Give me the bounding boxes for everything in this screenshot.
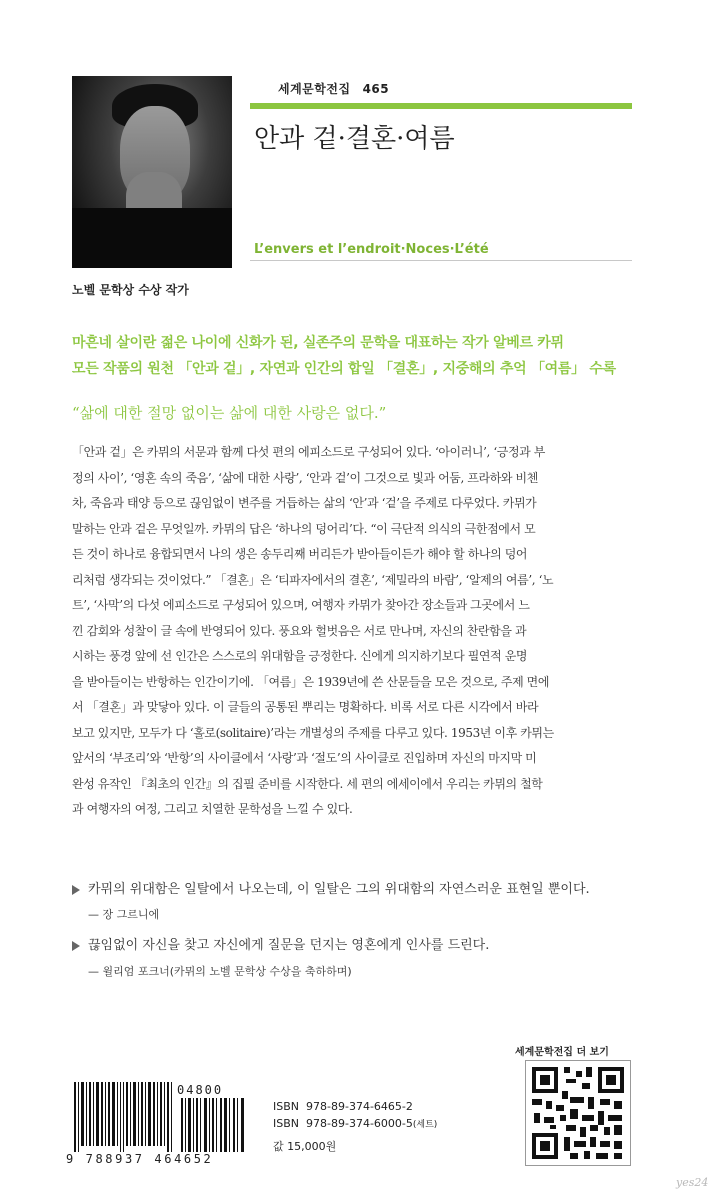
watermark: yes24 [676, 1176, 708, 1189]
body-line: 차, 죽음과 태양 등으로 끊임없이 변주를 거듭하는 삶의 ‘안’과 ‘겉’을 주제로 다루었다. 카뮈가 [72, 496, 537, 510]
body-line: 서 「결혼」과 맞닿아 있다. 이 글들의 공통된 뿌리는 명확하다. 비록 서로 다른 시각에서 바라 [72, 700, 539, 714]
body-line: 앞서의 ‘부조리’와 ‘반항’의 사이클에서 ‘사랑’과 ‘절도’의 사이클로 진입하며 자신의 마지막 미 [72, 751, 537, 765]
isbn-label: ISBN [273, 1100, 300, 1113]
series-number: 465 [362, 82, 390, 96]
qr-code[interactable] [525, 1060, 631, 1166]
body-line: 과 여행자의 여정, 그리고 치열한 문학성을 느낄 수 있다. [72, 802, 353, 816]
original-title: L’envers et l’endroit·Noces·L’été [254, 242, 489, 257]
divider [250, 260, 632, 261]
body-line: 「안과 겉」은 카뮈의 서문과 함께 다섯 편의 에피소드로 구성되어 있다. ‘아이러니’, ‘긍정과 부 [72, 445, 545, 459]
isbn-set-note: (세트) [412, 1120, 438, 1130]
isbn-set-line [273, 1117, 437, 1130]
more-link-label: 세계문학전집 더 보기 [515, 1047, 609, 1058]
praise-attribution: — 장 그르니에 [88, 908, 160, 921]
isbn-line [273, 1100, 413, 1113]
body-line: 말하는 안과 겉은 무엇일까. 카뮈의 답은 ‘하나의 덩어리’다. “이 극단적 의식의 극한점에서 모 [72, 521, 536, 536]
pull-quote: “삶에 대한 절망 없이는 삶에 대한 사랑은 없다.” [72, 404, 387, 422]
body-line: 정의 사이’, ‘영혼 속의 죽음’, ‘삶에 대한 사랑’, ‘안과 겉’이 그것으로 빛과 어둠, 프라하와 비첸 [72, 470, 538, 485]
book-title: 안과 겉·결혼·여름 [254, 124, 455, 154]
series-label [278, 80, 389, 97]
praise-attribution: — 윌리엄 포크너(카뮈의 노벨 문학상 수상을 축하하며) [88, 965, 352, 978]
series-name: 세계문학전집 [278, 82, 351, 96]
lead-line: 모든 작품의 원천 「안과 겉」, 자연과 인간의 합일 「결혼」, 지중해의 추억 「여름」 수록 [72, 361, 616, 377]
author-photo [72, 76, 232, 264]
isbn-set: 978-89-374-6000-5 [306, 1117, 413, 1130]
praise-item [72, 934, 652, 953]
triangle-bullet-icon [72, 885, 80, 895]
body-line: 완성 유작인 『최초의 인간』의 집필 준비를 시작한다. 세 편의 에세이에서 우리는 카뮈의 철학 [72, 776, 543, 791]
price: 값 15,000원 [273, 1140, 337, 1153]
author-note: 노벨 문학상 수상 작가 [72, 283, 189, 297]
body-line: 트’, ‘사막’의 다섯 에피소드로 구성되어 있으며, 여행자 카뮈가 찾아간 장소들과 그곳에서 느 [72, 598, 530, 612]
body-line: 든 것이 하나로 융합되면서 나의 생은 송두리째 버리든가 받아들이든가 해야 할 하나의 덩어 [72, 547, 528, 561]
barcode-digits: 9 788937 464652 [66, 1152, 214, 1166]
praise-text: 끊임없이 자신을 찾고 자신에게 질문을 던지는 영혼에게 인사를 드린다. [88, 938, 490, 953]
barcode-addon: 04800 [177, 1083, 224, 1097]
isbn-single: 978-89-374-6465-2 [306, 1100, 413, 1113]
body-line: 리처럼 생각되는 것이었다.” 「결혼」은 ‘티파자에서의 결혼’, ‘제밀라의 바람’, ‘알제의 여름’, ‘노 [72, 572, 554, 587]
lead-line: 마흔네 살이란 젊은 나이에 신화가 된, 실존주의 문학을 대표하는 작가 알베르 카뮈 [72, 335, 564, 351]
body-paragraph [72, 440, 632, 823]
body-line: 을 받아들이는 반항하는 인간이기에. 「여름」은 1939년에 쓴 산문들을 모은 것으로, 주제 면에 [72, 674, 550, 689]
isbn-label: ISBN [273, 1117, 300, 1130]
praise-text: 카뮈의 위대함은 일탈에서 나오는데, 이 일탈은 그의 위대함의 자연스러운 표현일 뿐이다. [88, 882, 590, 897]
body-line: 보고 있지만, 모두가 다 ‘홀로(solitaire)’라는 개별성의 주제를 다루고 있다. 1953년 이후 카뮈는 [72, 725, 554, 740]
body-line: 시하는 풍경 앞에 선 인간은 스스로의 위대함을 긍정한다. 신에게 의지하기보다 필연적 운명 [72, 649, 528, 663]
triangle-bullet-icon [72, 941, 80, 951]
lead-text [72, 330, 652, 382]
accent-bar [250, 103, 632, 109]
body-line: 낀 감회와 성찰이 글 속에 반영되어 있다. 풍요와 헐벗음은 서로 만나며, 자신의 찬란함을 과 [72, 623, 527, 638]
praise-item [72, 878, 652, 897]
